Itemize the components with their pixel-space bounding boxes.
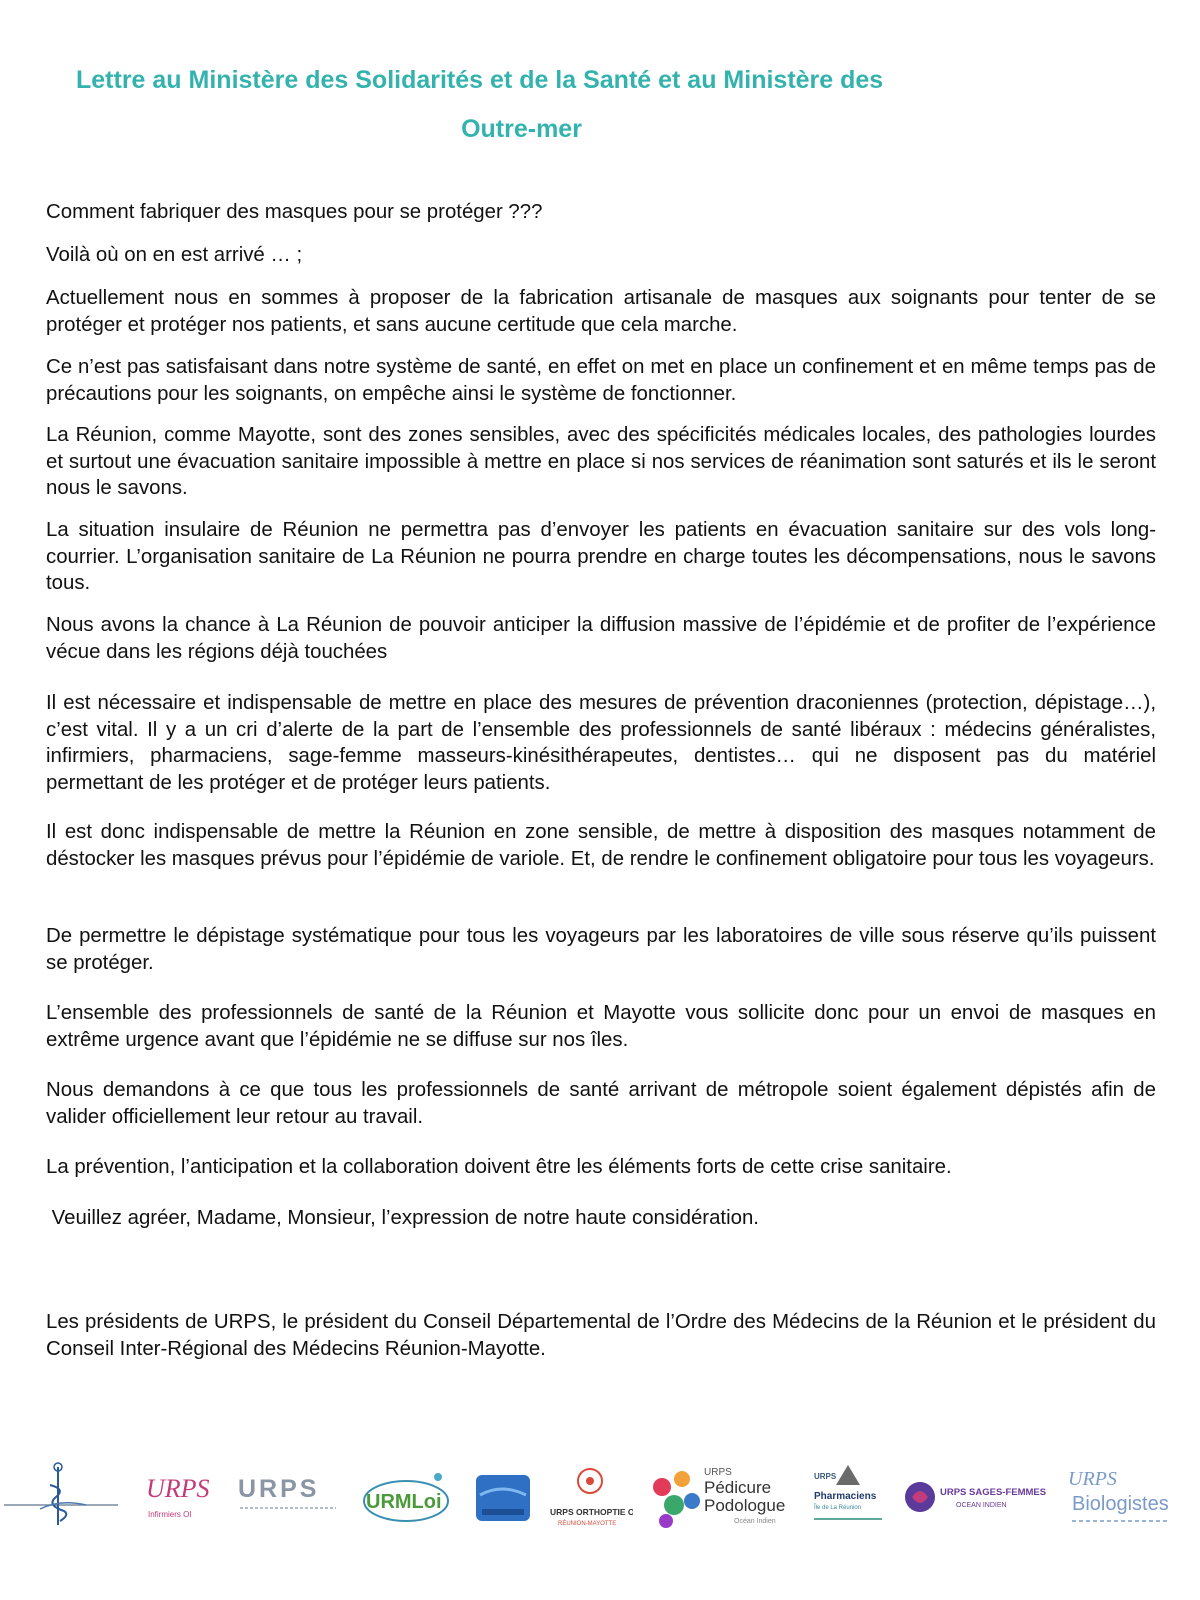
- paragraph-3: Actuellement nous en sommes à proposer de la fabrication artisanale de masques aux soignants pour tenter de se protéger et protéger nos patients, et sans aucune certitude que cela marche.: [46, 287, 1156, 336]
- letter-title-line-2: Outre-mer: [461, 115, 582, 143]
- urps-infirmiers-wordmark: URPS: [146, 1474, 210, 1503]
- urml-oi-logo: [358, 1455, 453, 1540]
- paragraph-7: Nous avons la chance à La Réunion de pouvoir anticiper la diffusion massive de l’épidémie et de profiter de l’expérience vécue dans les régions déjà touchées: [46, 614, 1156, 663]
- paragraph-12: Nous demandons à ce que tous les professionnels de santé arrivant de métropole soient également dépistés afin de valider officiellement leur retour au travail.: [46, 1079, 1156, 1128]
- paragraph-10: De permettre le dépistage systématique pour tous les voyageurs par les laboratoires de ville sous réserve qu’ils puissent se protéger.: [46, 925, 1156, 974]
- signatories: Les présidents de URPS, le président du Conseil Départemental de l’Ordre des Médecins de la Réunion et le président du Conseil Inter-Régional des Médecins Réunion-Mayotte.: [46, 1311, 1156, 1360]
- urps-infirmiers-logo: [140, 1455, 220, 1540]
- paragraph-11: L’ensemble des professionnels de santé de la Réunion et Mayotte vous sollicite donc pour un envoi de masques en extrême urgence avant que l’épidémie ne se diffuse sur nos îles.: [46, 1002, 1156, 1051]
- paragraph-1: Comment fabriquer des masques pour se protéger ???: [46, 201, 543, 223]
- letter-title-line-1: Lettre au Ministère des Solidarités et de la Santé et au Ministère des: [76, 66, 884, 94]
- logo-strip: [0, 1455, 1200, 1545]
- paragraph-2: Voilà où on en est arrivé … ;: [46, 244, 303, 266]
- biologistes-wordmark: Biologistes: [1072, 1493, 1169, 1515]
- paragraph-13: La prévention, l’anticipation et la collaboration doivent être les éléments forts de cette crise sanitaire.: [46, 1156, 952, 1178]
- paragraph-6: La situation insulaire de Réunion ne permettra pas d’envoyer les patients en évacuation sanitaire sur des vols long-courrier. L’organisation sanitaire de La Réunion ne pourra prendre en charge toutes les décompensations, nous le savons tous.: [46, 519, 1156, 594]
- blue-shield-logo: [472, 1455, 534, 1540]
- urps-infirmiers-caption: Infirmiers OI: [148, 1510, 192, 1519]
- closing-formula: Veuillez agréer, Madame, Monsieur, l’expression de notre haute considération.: [46, 1207, 759, 1229]
- urps-biologistes-logo: [1060, 1455, 1185, 1540]
- urml-wordmark: URMLoi: [366, 1491, 442, 1513]
- orthoptie-caption: RÉUNION-MAYOTTE: [558, 1521, 617, 1527]
- pedicure-line1: Pédicure: [704, 1478, 772, 1497]
- pharmaciens-caption: Île de La Réunion: [814, 1505, 862, 1511]
- pedicure-small-wordmark: URPS: [704, 1467, 732, 1478]
- caduceus-logo: [0, 1455, 125, 1540]
- biologistes-small-wordmark: URPS: [1068, 1468, 1117, 1490]
- paragraph-5: La Réunion, comme Mayotte, sont des zones sensibles, avec des spécificités médicales locales, des pathologies lourdes et surtout une évacuation sanitaire impossible à mettre en place si nos services de réanimation sont saturés et ils le seront nous le savons.: [46, 424, 1156, 499]
- urps-pedicure-logo: [648, 1455, 798, 1540]
- urps-mk-wordmark: URPS: [238, 1475, 320, 1503]
- orthoptie-wordmark: URPS ORTHOPTIE OI: [550, 1507, 633, 1517]
- urps-sagesfemmes-logo: [900, 1455, 1050, 1540]
- pharmaciens-small-wordmark: URPS: [814, 1472, 837, 1481]
- pharmaciens-wordmark: Pharmaciens: [814, 1491, 877, 1502]
- sagesfemmes-wordmark: URPS SAGES-FEMMES: [940, 1487, 1047, 1498]
- paragraph-4: Ce n’est pas satisfaisant dans notre système de santé, en effet on met en place un confinement et en même temps pas de précautions pour les soignants, on empêche ainsi le système de fonctionner.: [46, 356, 1156, 405]
- urps-mk-logo: [236, 1455, 346, 1540]
- urps-orthoptie-logo: [548, 1455, 633, 1540]
- pedicure-line2: Podologue: [704, 1496, 786, 1515]
- urps-pharmaciens-logo: [810, 1455, 888, 1540]
- paragraph-9: Il est donc indispensable de mettre la Réunion en zone sensible, de mettre à disposition des masques notamment de déstocker les masques prévus pour l’épidémie de variole. Et, de rendre le confinement obligatoire pour tous les voyageurs.: [46, 821, 1156, 870]
- paragraph-8: Il est nécessaire et indispensable de mettre en place des mesures de prévention draconiennes (protection, dépistage…), c’est vital. Il y a un cri d’alerte de la part de l’ensemble des professionnels de santé libéraux : médecins généralistes, infirmiers, pharmaciens, sage-femme masseurs-kinésithérapeutes, dentistes… qui ne disposent pas du matériel permettant de les protéger et de protéger leurs patients.: [46, 692, 1156, 794]
- sagesfemmes-caption: OCEAN INDIEN: [956, 1502, 1007, 1509]
- pedicure-caption: Océan Indien: [734, 1518, 776, 1525]
